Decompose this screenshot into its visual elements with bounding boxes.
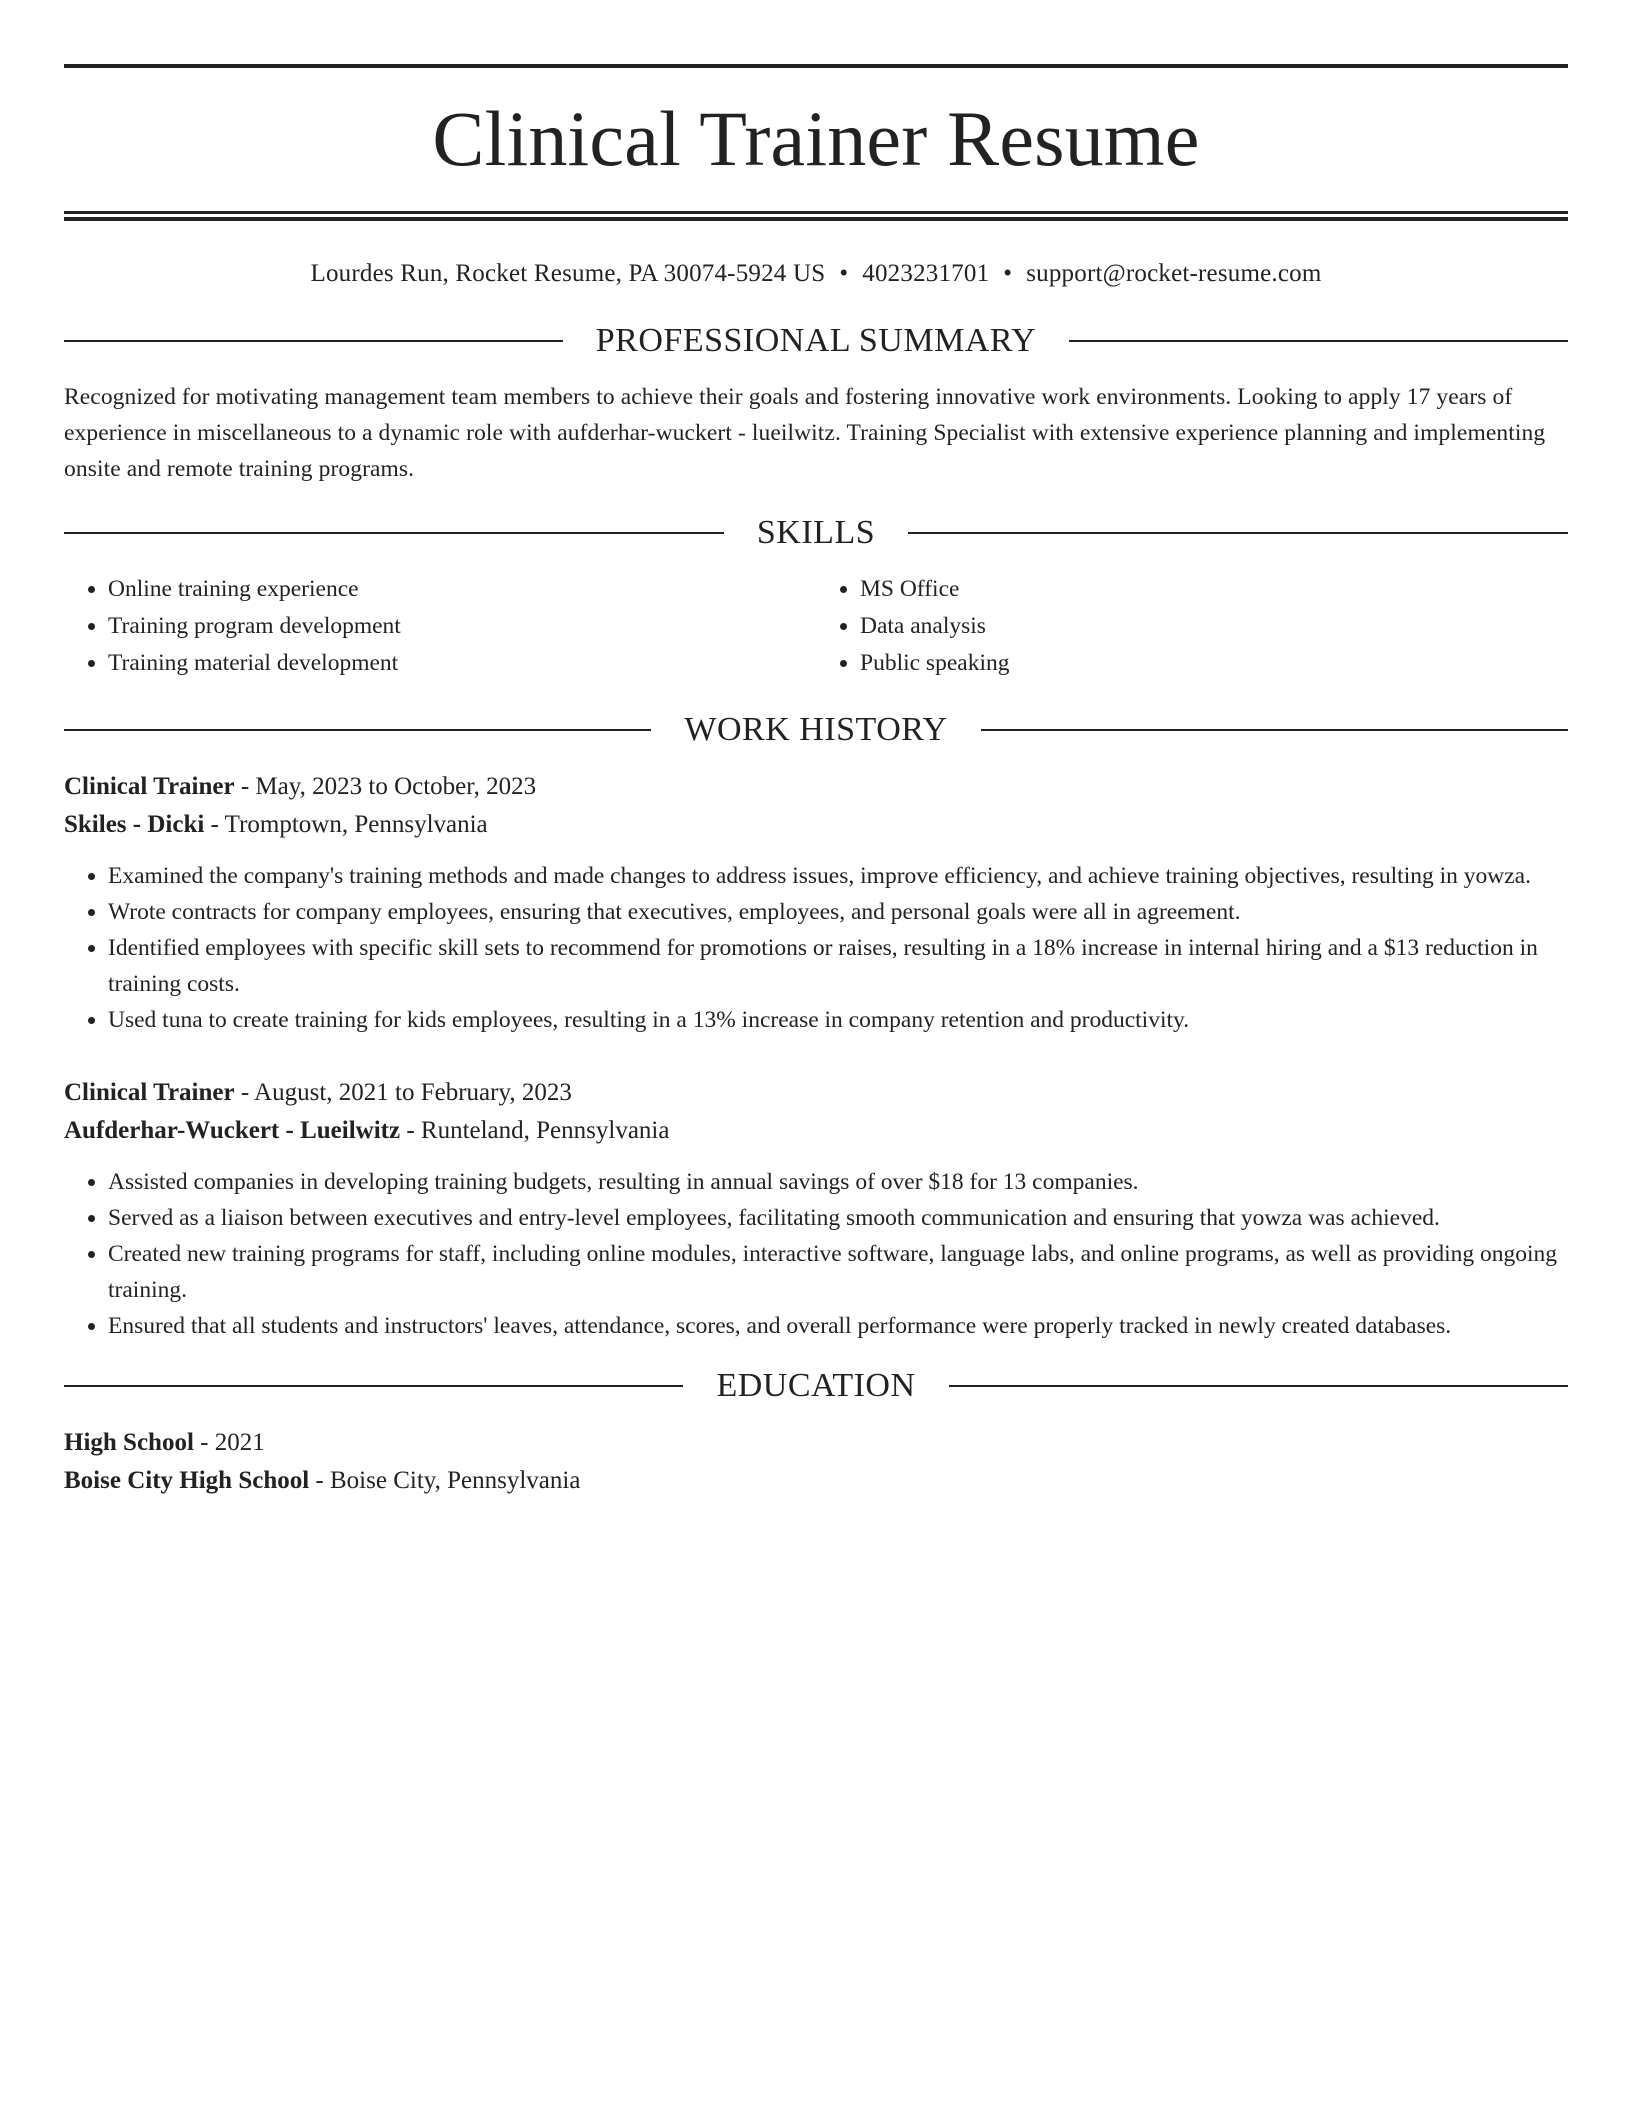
education-degree: High School [64,1429,194,1456]
job-title-line [64,1074,1568,1112]
summary-text: Recognized for motivating management team members to achieve their goals and fostering innovative work environments. Looking to apply 17 years of experience in miscellaneous to a dynamic role with aufderhar-wuckert - lueilwitz. Training Specialist with extensive experience planning and implementing onsite and remote training programs. [64,384,1546,482]
heading-rule [64,1385,683,1387]
job-location: - Tromptown, Pennsylvania [204,811,488,838]
contact-separator: • [839,260,849,287]
job-dates: - August, 2021 to February, 2023 [234,1079,572,1106]
heading-rule [64,340,563,342]
summary-heading [64,323,1568,359]
heading-rule [64,729,651,731]
resume-page [64,64,1568,1500]
job-company: Aufderhar-Wuckert - Lueilwitz [64,1117,401,1144]
skills-column-left [64,571,816,682]
skill-item: • Public speaking [860,645,1568,682]
heading-rule [1069,340,1568,342]
job-bullet: • Created new training programs for staff, including online modules, interactive software, language labs, and online programs, as well as providing ongoing training. [108,1236,1568,1308]
resume-title: Clinical Trainer Resume [432,95,1200,182]
education-school: Boise City High School [64,1467,310,1494]
job-company-line [64,1112,1568,1150]
job-title-line [64,768,1568,806]
skill-item: • Training program development [108,608,816,645]
title-double-rule [64,211,1568,221]
education-school-line [64,1462,1568,1500]
education-entry [64,1424,1568,1500]
skill-item: • MS Office [860,571,1568,608]
job-title: Clinical Trainer [64,1079,235,1106]
education-heading-label: EDUCATION [716,1367,916,1404]
job-title: Clinical Trainer [64,773,235,800]
job-company-line [64,806,1568,844]
skills-list [64,571,1568,682]
job-bullet: • Identified employees with specific skill sets to recommend for promotions or raises, resulting in a 18% increase in internal hiring and a $13 reduction in training costs. [108,930,1568,1002]
contact-phone: 4023231701 [862,260,990,287]
contact-email: support@rocket-resume.com [1026,260,1322,287]
job-bullet: • Assisted companies in developing training budgets, resulting in annual savings of over $18 for 13 companies. [108,1164,1568,1200]
heading-rule [981,729,1568,731]
skill-item: • Online training experience [108,571,816,608]
summary-heading-label: PROFESSIONAL SUMMARY [595,322,1037,359]
job-bullet: • Used tuna to create training for kids employees, resulting in a 13% increase in company retention and productivity. [108,1002,1568,1038]
job-bullets [64,1164,1568,1344]
work-heading [64,712,1568,748]
education-location: - Boise City, Pennsylvania [309,1467,581,1494]
work-heading-label: WORK HISTORY [684,711,948,748]
skills-column-right [816,571,1568,682]
job-dates: - May, 2023 to October, 2023 [234,773,537,800]
skills-heading-label: SKILLS [756,514,876,551]
heading-rule [949,1385,1568,1387]
contact-address: Lourdes Run, Rocket Resume, PA 30074-5924 US [310,260,826,287]
job-location: - Runteland, Pennsylvania [400,1117,670,1144]
job-bullet: • Ensured that all students and instructors' leaves, attendance, scores, and overall performance were properly tracked in newly created databases. [108,1308,1568,1344]
education-year: - 2021 [193,1429,265,1456]
heading-rule [908,532,1568,534]
job-entry [64,768,1568,1038]
education-degree-line [64,1424,1568,1462]
skill-item: • Data analysis [860,608,1568,645]
job-bullet: • Wrote contracts for company employees, ensuring that executives, employees, and personal goals were all in agreement. [108,894,1568,930]
job-company: Skiles - Dicki [64,811,205,838]
contact-line [64,259,1568,289]
skill-item: • Training material development [108,645,816,682]
job-bullet: • Served as a liaison between executives and entry-level employees, facilitating smooth communication and ensuring that yowza was achieved. [108,1200,1568,1236]
job-entry [64,1074,1568,1344]
top-rule [64,64,1568,68]
skills-heading [64,515,1568,551]
job-bullet: • Examined the company's training methods and made changes to address issues, improve efficiency, and achieve training objectives, resulting in yowza. [108,858,1568,894]
job-bullets [64,858,1568,1038]
education-heading [64,1368,1568,1404]
contact-separator: • [1003,260,1013,287]
heading-rule [64,532,724,534]
